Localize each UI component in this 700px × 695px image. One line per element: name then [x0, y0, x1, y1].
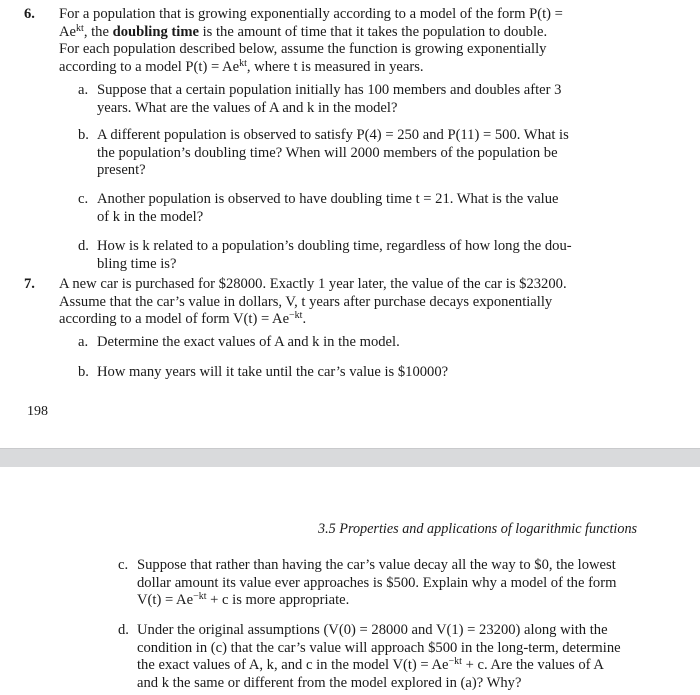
part-a-line-1: Determine the exact values of A and k in the model.: [97, 334, 400, 350]
full-model-text: the exact values of A, k, and c in the model V(t) = Ae: [137, 657, 449, 673]
model-text-rest: , where t is measured in years.: [246, 58, 424, 75]
part-c-line-1: Suppose that rather than having the car’s value decay all the way to $0, the lowest: [137, 557, 616, 573]
part-label: c.: [78, 191, 89, 207]
part-a-line-1: Suppose that a certain population initially has 100 members and doubles after 3: [97, 82, 562, 98]
part-label: d.: [118, 622, 129, 638]
problem-6-intro-line-2: [59, 24, 614, 42]
part-label: b.: [78, 364, 89, 380]
intro-text: , the: [83, 23, 113, 40]
part-b-line-2: the population’s doubling time? When will 2000 members of the population be: [97, 144, 558, 161]
problem-7-line-3: [59, 311, 614, 329]
problem-6-intro-line-1: For a population that is growing exponentially according to a model of the form P(t) =: [59, 6, 563, 22]
part-c-line-2: dollar amount its value ever approaches is $500. Explain why a model of the form: [137, 574, 617, 591]
problem-6-intro-line-3: For each population described below, assume the function is growing exponentially: [59, 41, 547, 57]
part-b-line-1: A different population is observed to satisfy P(4) = 250 and P(11) = 500. What is: [97, 127, 569, 143]
problem-6-intro: [59, 6, 614, 76]
part-c-line-1: Another population is observed to have doubling time t = 21. What is the value: [97, 191, 559, 207]
part-d-line-2: bling time is?: [97, 255, 177, 272]
part-d-line-1: Under the original assumptions (V(0) = 28000 and V(1) = 23200) along with the: [137, 622, 608, 638]
problem-6-number: 6.: [24, 6, 35, 22]
part-d-line-2: condition in (c) that the car’s value will approach $500 in the long-term, determine: [137, 639, 621, 656]
page-separator: [0, 448, 700, 468]
offset-exponent: −kt: [193, 591, 207, 602]
problem-7-line-2: Assume that the car’s value in dollars, V, t years after purchase decays exponentially: [59, 293, 553, 310]
intro-exponent: kt: [76, 22, 84, 34]
intro-formula-text: Ae: [59, 23, 77, 40]
problem-7-line-1: A new car is purchased for $28000. Exactly 1 year later, the value of the car is $23200.: [59, 276, 567, 292]
full-model-rest: + c. Are the values of A: [461, 657, 604, 673]
decay-model-end: .: [302, 311, 307, 327]
offset-model-text: V(t) = Ae: [137, 592, 194, 608]
part-a-line-2: years. What are the values of A and k in the model?: [97, 99, 398, 116]
problem-7-number: 7.: [24, 276, 35, 292]
part-label: a.: [78, 82, 89, 98]
part-b-line-1: How many years will it take until the car’s value is $10000?: [97, 364, 449, 380]
part-b-line-3: present?: [97, 162, 146, 178]
offset-model-rest: + c is more appropriate.: [206, 592, 350, 608]
full-model-exponent: −kt: [448, 656, 462, 667]
page-number: 198: [27, 404, 48, 419]
running-header: 3.5 Properties and applications of logarithmic functions: [318, 521, 638, 537]
decay-model-text: according to a model of form V(t) = Ae: [59, 311, 290, 327]
intro-text-rest: is the amount of time that it takes the population to double.: [198, 23, 548, 40]
part-label: d.: [78, 238, 89, 254]
part-c-line-3: [137, 592, 616, 610]
model-text: according to a model P(t) = Ae: [59, 58, 240, 75]
problem-7-intro: [59, 276, 614, 329]
part-label: a.: [78, 334, 89, 350]
part-d-line-1: How is k related to a population’s doubling time, regardless of how long the dou-: [97, 238, 572, 254]
part-d-line-4: and k the same or different from the model explored in (a)? Why?: [137, 674, 522, 691]
part-c-line-2: of k in the model?: [97, 208, 204, 225]
part-label: c.: [118, 557, 129, 573]
doubling-time-term: doubling time: [112, 23, 199, 40]
model-exponent: kt: [239, 57, 247, 69]
part-label: b.: [78, 127, 89, 143]
part-d-line-3: [137, 657, 621, 675]
decay-exponent: −kt: [289, 310, 303, 321]
problem-6-intro-line-4: [59, 59, 614, 77]
